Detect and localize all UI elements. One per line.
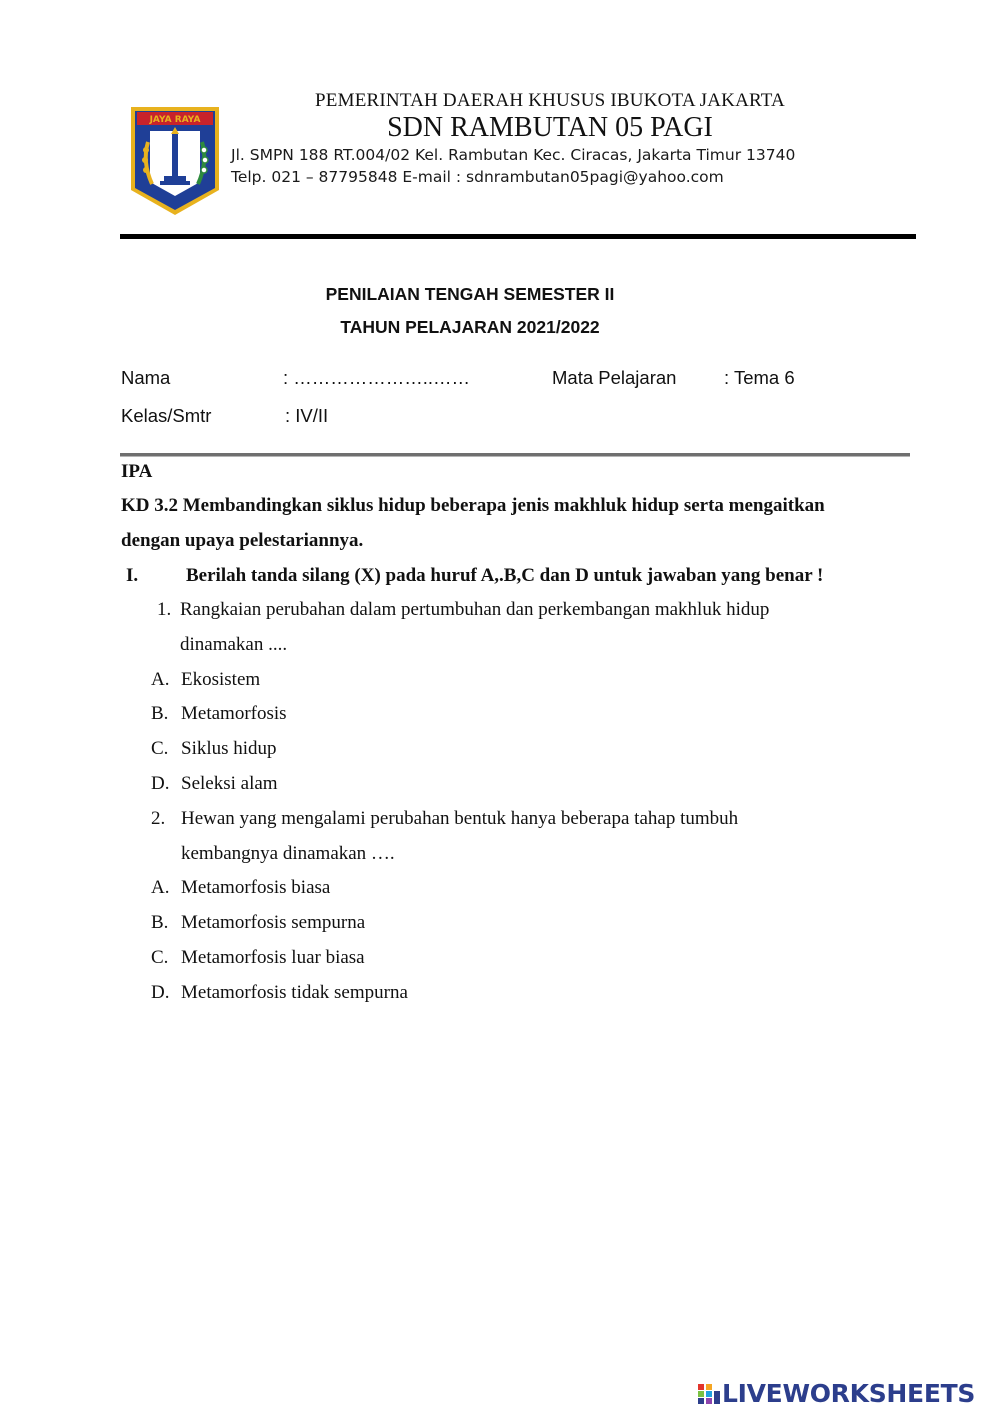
option-text[interactable]: Metamorfosis tidak sempurna [181, 982, 408, 1003]
exam-title: PENILAIAN TENGAH SEMESTER II [325, 284, 615, 304]
exam-year: TAHUN PELAJARAN 2021/2022 [340, 317, 600, 337]
question-text-line-1: Rangkaian perubahan dalam pertumbuhan dan perkembangan makhluk hidup [180, 599, 770, 620]
school-name: SDN RAMBUTAN 05 PAGI [387, 112, 713, 143]
option-text[interactable]: Metamorfosis sempurna [181, 912, 366, 933]
name-field[interactable]: : …………………..…… [283, 367, 471, 388]
option-letter[interactable]: B. [151, 912, 169, 933]
school-address: Jl. SMPN 188 RT.004/02 Kel. Rambutan Kec. Ciracas, Jakarta Timur 13740 [231, 146, 796, 164]
section-instruction: Berilah tanda silang (X) pada huruf A,.B,C dan D untuk jawaban yang benar ! [186, 565, 824, 586]
letterhead-divider [120, 234, 916, 239]
option-text[interactable]: Ekosistem [181, 669, 261, 690]
identity-divider [120, 453, 910, 457]
question-text-line-2: kembangnya dinamakan …. [181, 843, 395, 864]
question-text-line-2: dinamakan .... [180, 634, 288, 655]
option-letter[interactable]: D. [151, 773, 170, 794]
class-label: Kelas/Smtr [121, 405, 212, 426]
option-letter[interactable]: A. [151, 877, 170, 898]
option-text[interactable]: Metamorfosis [181, 703, 287, 724]
subject-value: : Tema 6 [724, 367, 795, 388]
government-name: PEMERINTAH DAERAH KHUSUS IBUKOTA JAKARTA [315, 90, 785, 111]
option-letter[interactable]: D. [151, 982, 170, 1003]
option-text[interactable]: Metamorfosis luar biasa [181, 947, 365, 968]
option-text[interactable]: Seleksi alam [181, 773, 278, 794]
option-letter[interactable]: C. [151, 947, 169, 968]
liveworksheets-icon [697, 1382, 723, 1406]
liveworksheets-brand: LIVEWORKSHEETS [722, 1379, 976, 1408]
school-contact: Telp. 021 – 87795848 E-mail : sdnrambutan05pagi@yahoo.com [231, 168, 724, 186]
option-letter[interactable]: B. [151, 703, 169, 724]
jakarta-emblem-logo [128, 104, 222, 218]
logo-banner-text: JAYA RAYA [149, 115, 201, 125]
option-text[interactable]: Metamorfosis biasa [181, 877, 331, 898]
subject-label: Mata Pelajaran [552, 367, 677, 388]
name-label: Nama [121, 367, 171, 388]
option-text[interactable]: Siklus hidup [181, 738, 277, 759]
question-number: 1. [157, 599, 172, 620]
class-value: : IV/II [285, 405, 329, 426]
option-letter[interactable]: C. [151, 738, 169, 759]
kd-line-2: dengan upaya pelestariannya. [121, 530, 364, 551]
option-letter[interactable]: A. [151, 669, 170, 690]
section-number: I. [126, 565, 139, 586]
question-number: 2. [151, 808, 166, 829]
subject-heading: IPA [121, 461, 153, 482]
kd-line-1: KD 3.2 Membandingkan siklus hidup beberapa jenis makhluk hidup serta mengaitkan [121, 495, 825, 516]
question-text-line-1: Hewan yang mengalami perubahan bentuk hanya beberapa tahap tumbuh [181, 808, 739, 829]
